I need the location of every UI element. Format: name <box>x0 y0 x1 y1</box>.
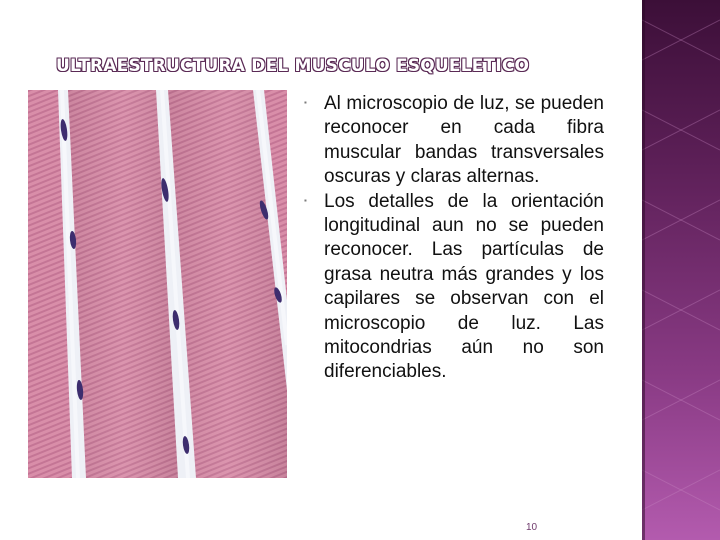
bullet-list <box>304 92 604 385</box>
decorative-side-band <box>642 0 720 540</box>
bullet-text: Los detalles de la orientación longitudinal aun no se pueden reconocer. Las partículas de grasa neutra más grandes y los capilares se observan con el microscopio de luz. Las mitocondrias aún no son diferenciables. <box>324 190 604 383</box>
bullet-item <box>304 92 604 190</box>
muscle-micrograph-image <box>28 90 287 478</box>
bullet-icon: ▪ <box>304 98 307 107</box>
page-number: 10 <box>526 522 538 533</box>
bullet-text: Al microscopio de luz, se pueden reconocer en cada fibra muscular bandas transversales oscuras y claras alternas. <box>324 93 604 188</box>
bullet-icon: ▪ <box>304 195 307 205</box>
bullet-item <box>304 190 604 385</box>
slide-title: ULTRAESTRUCTURA DEL MUSCULO ESQUELETICO <box>56 56 530 76</box>
